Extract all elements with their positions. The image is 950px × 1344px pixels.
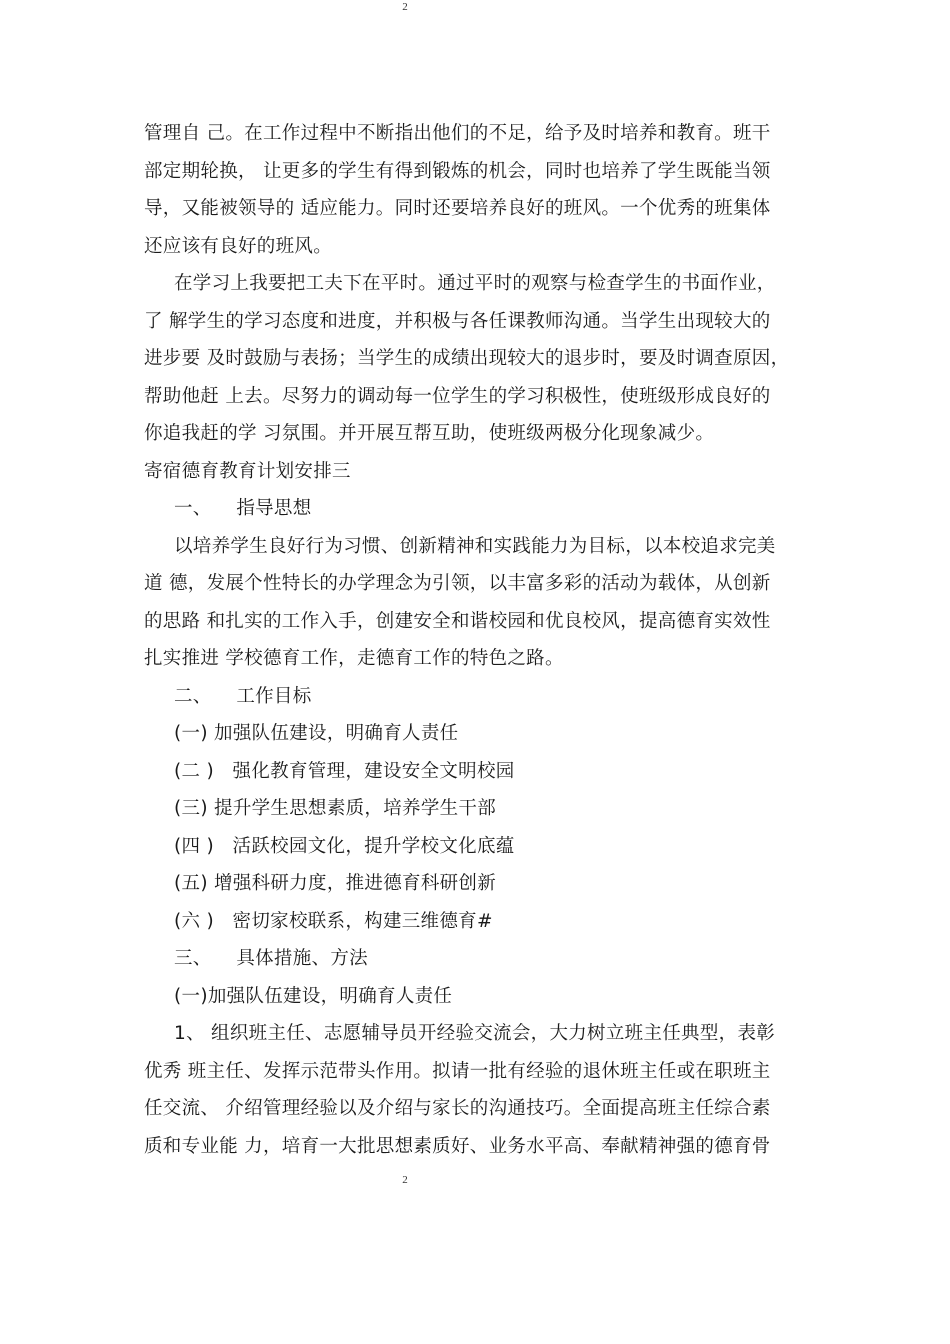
text-line: 导，又能被领导的 适应能力。同时还要培养良好的班风。一个优秀的班集体: [144, 198, 771, 219]
subheading: (一)加强队伍建设，明确育人责任: [174, 985, 453, 1007]
text-line: 优秀 班主任、发挥示范带头作用。拟请一批有经验的退休班主任或在职班主: [144, 1060, 771, 1082]
goal-item: (三) 提升学生思想素质，培养学生干部: [174, 798, 497, 819]
goal-item: (二 ) 强化教育管理，建设安全文明校园: [174, 760, 515, 782]
heading-work-goals: 二、 工作目标: [174, 685, 312, 707]
text-line: 还应该有良好的班风。: [144, 235, 333, 257]
text-line: 了 解学生的学习态度和进度，并积极与各任课教师沟通。当学生出现较大的: [144, 310, 771, 332]
text-line: 你追我赶的学 习氛围。并开展互帮互助，使班级两极分化现象减少。: [144, 423, 715, 444]
text-line: 的思路 和扎实的工作入手，创建安全和谐校园和优良校风，提高德育实效性: [144, 610, 771, 632]
text-line: 进步要 及时鼓励与表扬；当学生的成绩出现较大的退步时，要及时调查原因，: [144, 348, 790, 369]
goal-item: (一) 加强队伍建设，明确育人责任: [174, 723, 459, 744]
goal-item: (六 ) 密切家校联系，构建三维德育#: [174, 910, 493, 932]
text-line: 道 德，发展个性特长的办学理念为引领，以丰富多彩的活动为载体，从创新: [144, 573, 771, 594]
goal-item: (四 ) 活跃校园文化，提升学校文化底蕴: [174, 835, 515, 857]
paragraph-start-line: 在学习上我要把工夫下在平时。通过平时的观察与检查学生的书面作业，: [174, 273, 776, 294]
paragraph-start-line: 1、 组织班主任、志愿辅导员开经验交流会，大力树立班主任典型，表彰: [174, 1023, 776, 1044]
section-title: 寄宿德育教育计划安排三: [144, 460, 351, 482]
text-line: 任交流、 介绍管理经验以及介绍与家长的沟通技巧。全面提高班主任综合素: [144, 1098, 771, 1119]
text-line: 扎实推进 学校德育工作，走德育工作的特色之路。: [144, 648, 564, 669]
goal-item: (五) 增强科研力度，推进德育科研创新: [174, 873, 497, 894]
text-line: 质和专业能 力，培育一大批思想素质好、业务水平高、奉献精神强的德育骨: [144, 1135, 771, 1157]
text-line: 管理自 己。在工作过程中不断指出他们的不足，给予及时培养和教育。班干: [144, 123, 771, 144]
page-number-bottom: 2: [402, 1174, 408, 1186]
text-line: 帮助他赶 上去。尽努力的调动每一位学生的学习积极性，使班级形成良好的: [144, 385, 771, 407]
heading-guiding-thought: 一、 指导思想: [174, 498, 312, 519]
text-line: 部定期轮换， 让更多的学生有得到锻炼的机会，同时也培养了学生既能当领: [144, 160, 771, 182]
paragraph-start-line: 以培养学生良好行为习惯、创新精神和实践能力为目标，以本校追求完美: [174, 535, 776, 557]
heading-measures: 三、 具体措施、方法: [174, 948, 368, 969]
document-body: [144, 115, 824, 1165]
page-number-top: 2: [402, 1, 408, 13]
